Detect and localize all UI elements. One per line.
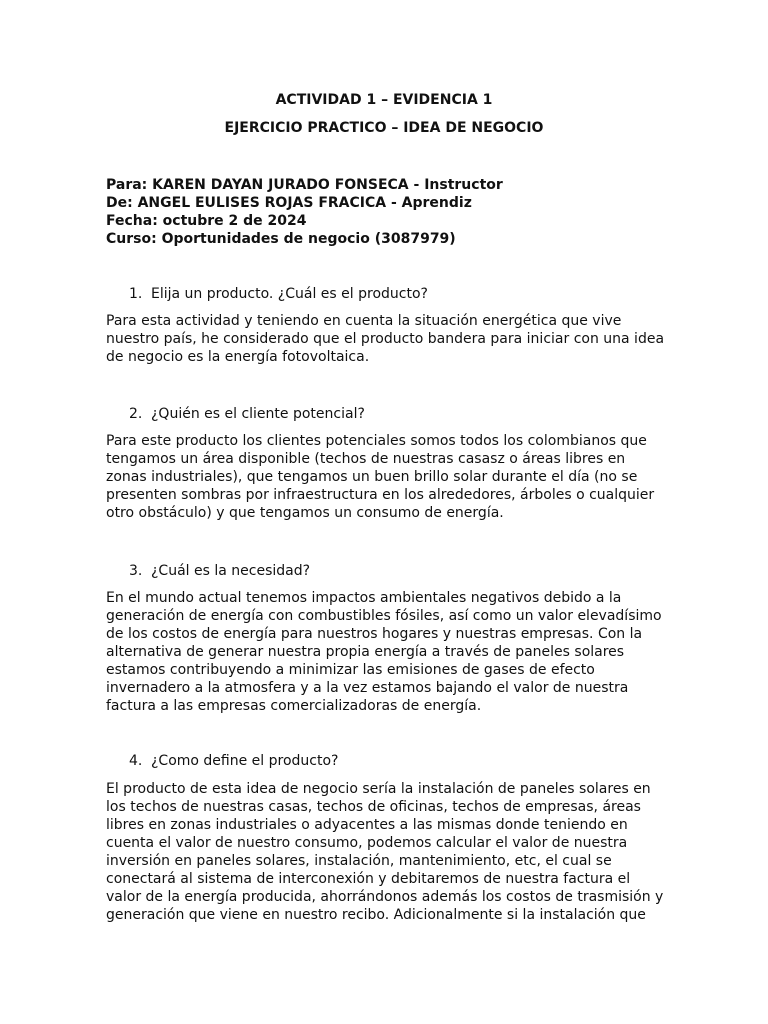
answer-line: En el mundo actual tenemos impactos ambientales negativos debido a la xyxy=(106,590,622,606)
answer-line: El producto de esta idea de negocio sería la instalación de paneles solares en xyxy=(106,781,651,797)
answer-line: tengamos un área disponible (techos de nuestras casasz o áreas libres en xyxy=(106,451,626,467)
answer-1 xyxy=(106,312,666,366)
answer-3 xyxy=(106,589,666,715)
question-number: 2. xyxy=(129,406,143,422)
answer-line: invernadero a la atmosfera y a la vez estamos bajando el valor de nuestra xyxy=(106,680,629,696)
answer-line: conectará al sistema de interconexión y debitaremos de nuestra factura el xyxy=(106,871,631,887)
question-3 xyxy=(129,562,310,580)
document-subtitle: EJERCICIO PRACTICO – IDEA DE NEGOCIO xyxy=(224,120,544,136)
answer-line: de los costos de energía para nuestros hogares y nuestras empresas. Con la xyxy=(106,626,643,642)
answer-line: los techos de nuestras casas, techos de oficinas, techos de empresas, áreas xyxy=(106,799,641,815)
question-text: ¿Cuál es la necesidad? xyxy=(151,563,311,579)
header-fecha: Fecha: octubre 2 de 2024 xyxy=(106,213,307,229)
answer-line: valor de la energía producida, ahorrándonos además los costos de trasmisión y xyxy=(106,889,664,905)
answer-line: generación de energía con combustibles fósiles, así como un valor elevadísimo xyxy=(106,608,662,624)
answer-line: estamos contribuyendo a minimizar las emisiones de gases de efecto xyxy=(106,662,595,678)
answer-line: de negocio es la energía fotovoltaica. xyxy=(106,349,370,365)
answer-line: factura a las empresas comercializadoras de energía. xyxy=(106,698,482,714)
answer-2 xyxy=(106,432,666,522)
answer-line: libres en zonas industriales o adyacentes a las mismas donde teniendo en xyxy=(106,817,628,833)
question-text: Elija un producto. ¿Cuál es el producto? xyxy=(151,286,428,302)
header-de: De: ANGEL EULISES ROJAS FRACICA - Aprendiz xyxy=(106,195,472,211)
memo-header xyxy=(106,176,666,248)
header-curso: Curso: Oportunidades de negocio (3087979) xyxy=(106,231,456,247)
question-2 xyxy=(129,405,365,423)
answer-line: alternativa de generar nuestra propia energía a través de paneles solares xyxy=(106,644,625,660)
question-4 xyxy=(129,752,338,770)
answer-line: zonas industriales), que tengamos un buen brillo solar durante el día (no se xyxy=(106,469,638,485)
question-text: ¿Quién es el cliente potencial? xyxy=(151,406,365,422)
question-number: 1. xyxy=(129,286,143,302)
answer-line: Para esta actividad y teniendo en cuenta la situación energética que vive xyxy=(106,313,622,329)
document-title: ACTIVIDAD 1 – EVIDENCIA 1 xyxy=(275,92,493,108)
answer-4 xyxy=(106,780,666,924)
question-number: 3. xyxy=(129,563,143,579)
answer-line: inversión en paneles solares, instalación, mantenimiento, etc, el cual se xyxy=(106,853,612,869)
question-text: ¿Como define el producto? xyxy=(151,753,339,769)
question-number: 4. xyxy=(129,753,143,769)
header-para: Para: KAREN DAYAN JURADO FONSECA - Instructor xyxy=(106,177,503,193)
answer-line: generación que viene en nuestro recibo. Adicionalmente si la instalación que xyxy=(106,907,646,923)
answer-line: nuestro país, he considerado que el producto bandera para iniciar con una idea xyxy=(106,331,665,347)
question-1 xyxy=(129,285,428,303)
answer-line: cuenta el valor de nuestro consumo, podemos calcular el valor de nuestra xyxy=(106,835,628,851)
answer-line: presenten sombras por infraestructura en los alrededores, árboles o cualquier xyxy=(106,487,655,503)
answer-line: Para este producto los clientes potenciales somos todos los colombianos que xyxy=(106,433,647,449)
answer-line: otro obstáculo) y que tengamos un consumo de energía. xyxy=(106,505,504,521)
